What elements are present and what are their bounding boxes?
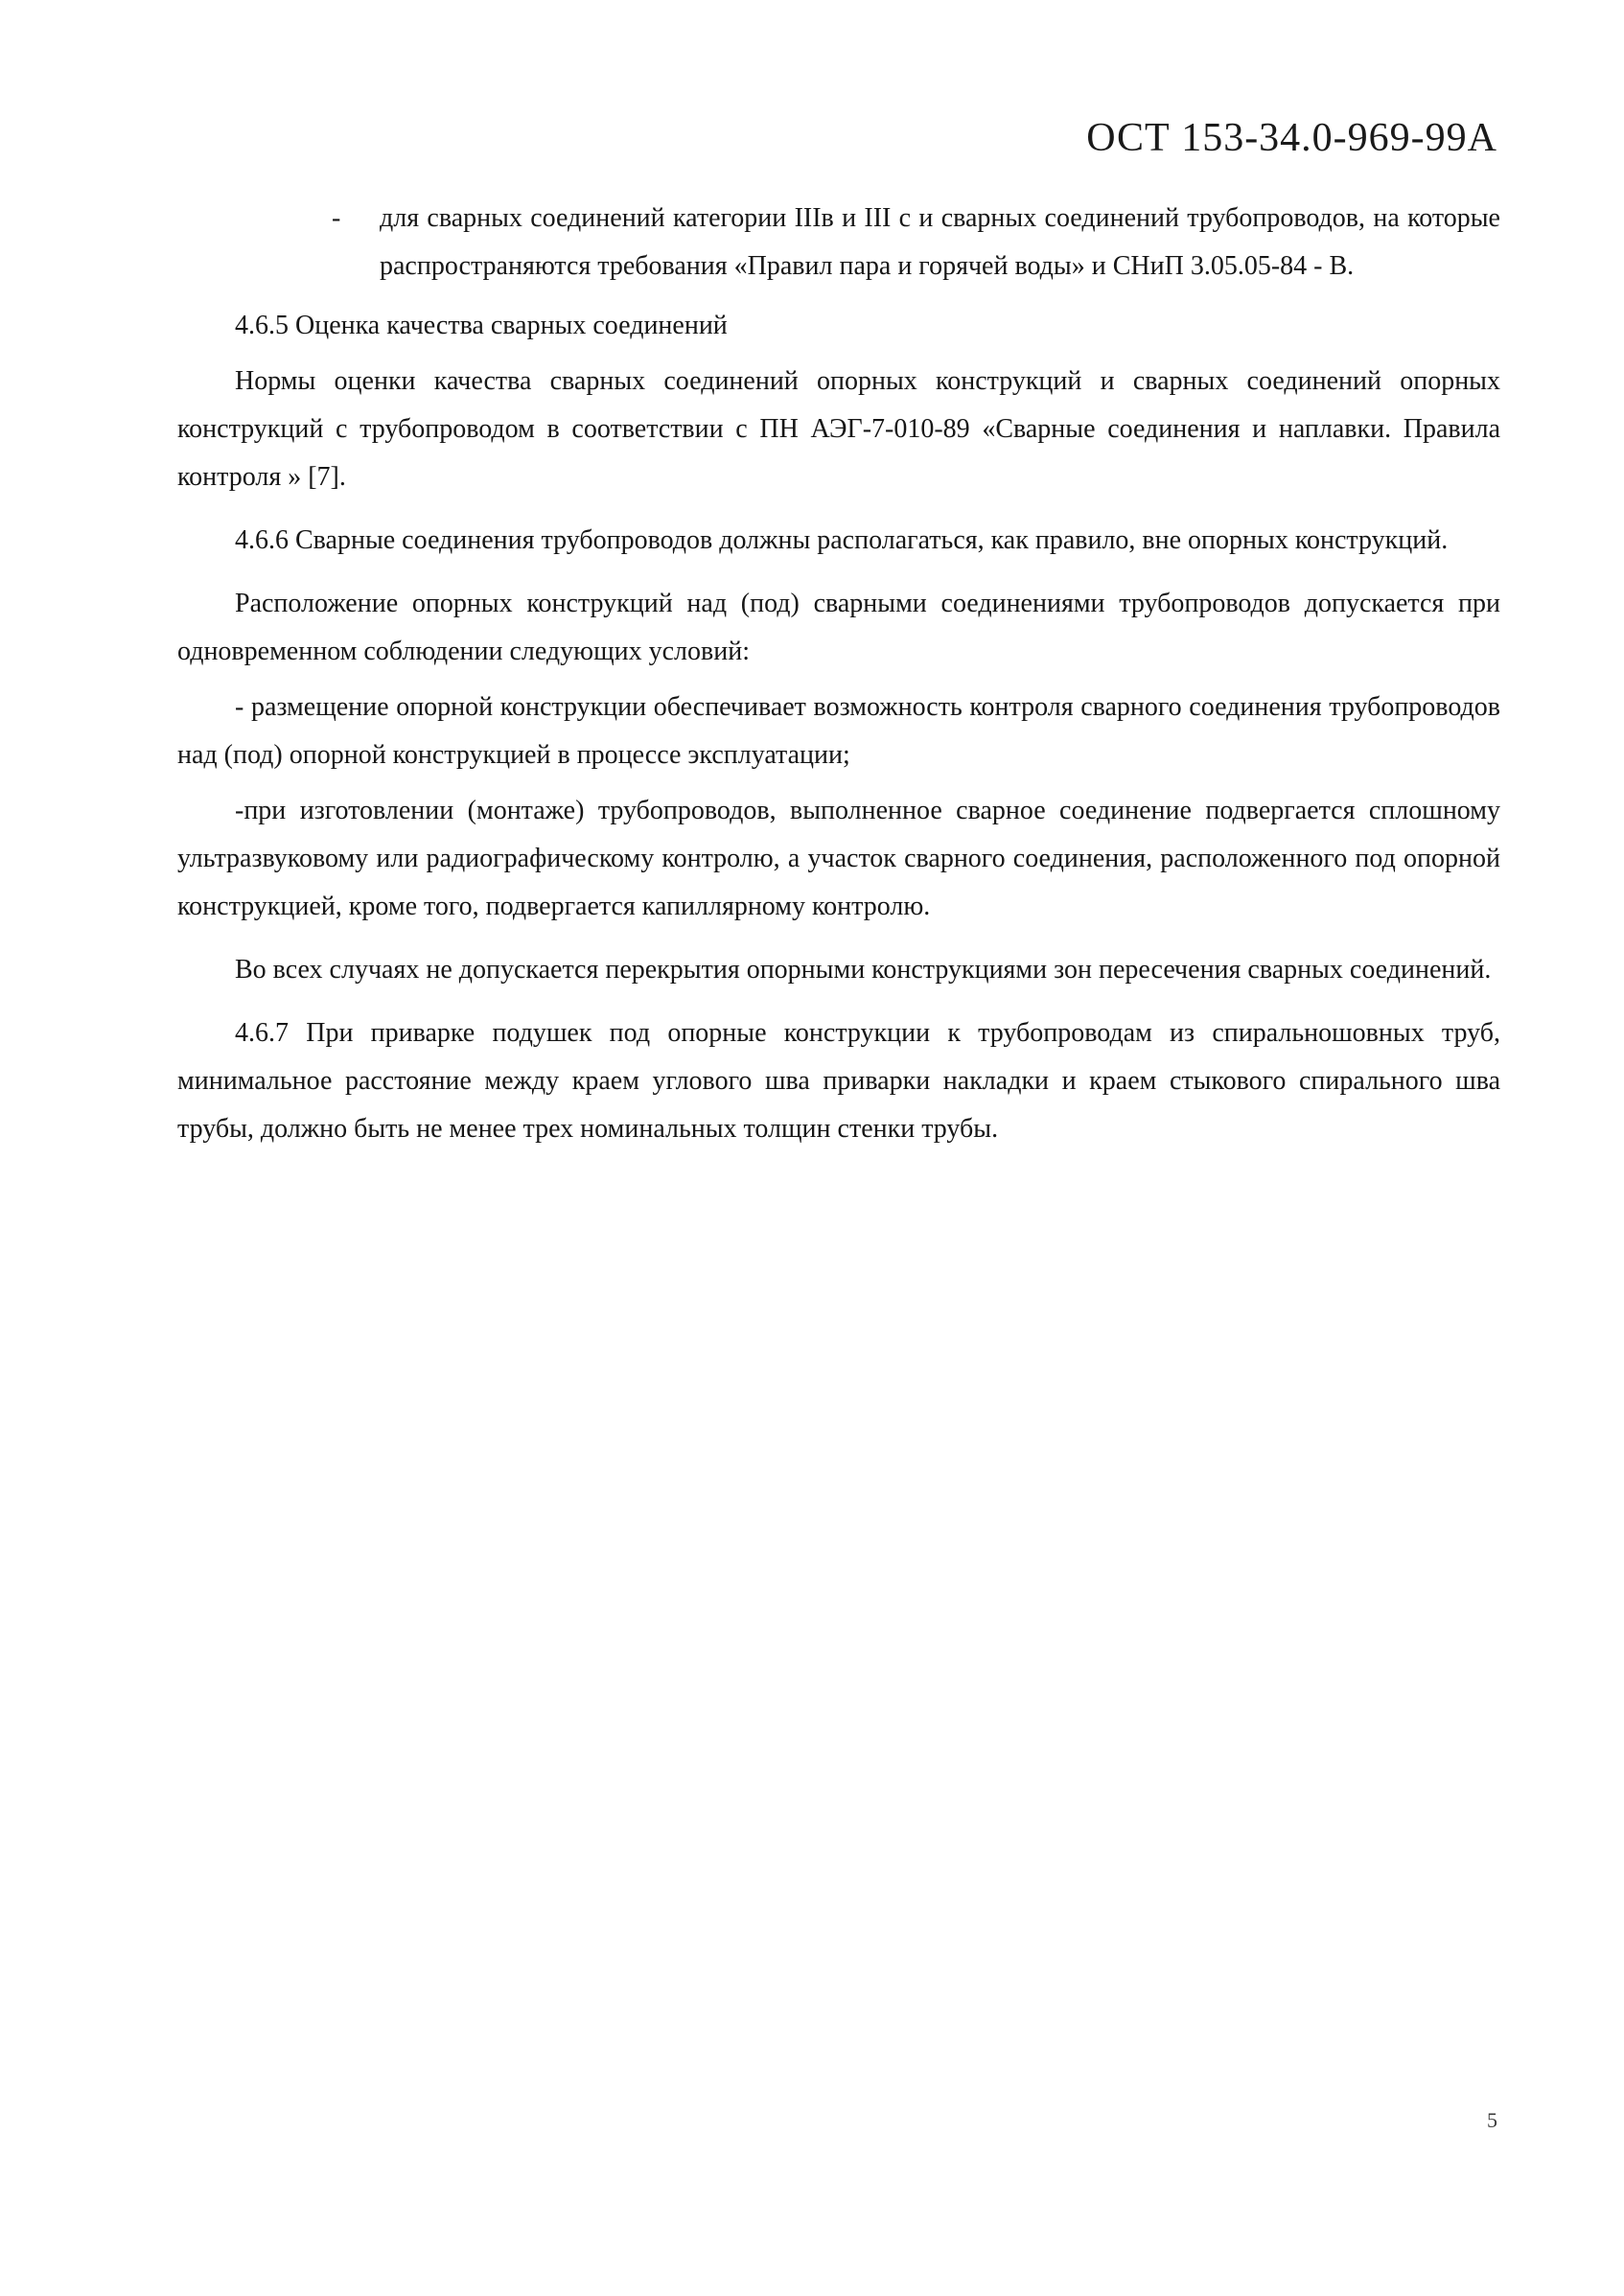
section-4-6-7-text: 4.6.7 При приварке подушек под опорные конструкции к трубопроводам из спиральношовных труб, минимальное расстояние между краем углового шва приварки накладки и краем стыкового спирального шва трубы, должно быть не менее трех номинальных толщин стенки трубы. [177, 1018, 1500, 1144]
page-number: 5 [1487, 2108, 1497, 2132]
section-4-6-6-text: 4.6.6 Сварные соединения трубопроводов должны располагаться, как правило, вне опорных конструкций. [235, 525, 1449, 555]
body-text [177, 195, 1500, 1153]
placement-intro: Расположение опорных конструкций над (под) сварными соединениями трубопроводов допускается при одновременном соблюдении следующих условий: [177, 589, 1500, 666]
section-4-6-5-text: Нормы оценки качества сварных соединений опорных конструкций и сварных соединений опорных конструкций с трубопроводом в соответствии с ПН АЭГ-7-010-89 «Сварные соединения и наплавки. Правила контроля » [7]. [177, 366, 1500, 492]
list-item-text: для сварных соединений категории IIIв и III с и сварных соединений трубопроводов, на которые распространяются требования «Правил пара и горячей воды» и СНиП 3.05.05-84 - В. [380, 203, 1500, 281]
all-cases-text: Во всех случаях не допускается перекрытия опорными конструкциями зон пересечения сварных соединений. [235, 955, 1492, 985]
condition-2: -при изготовлении (монтаже) трубопроводов, выполненное сварное соединение подвергается сплошному ультразвуковому или радиографическому контролю, а участок сварного соединения, расположенного под опорной конструкцией, кроме того, подвергается капиллярному контролю. [177, 796, 1500, 921]
section-4-6-5-title: 4.6.5 Оценка качества сварных соединений [235, 311, 728, 340]
list-dash: - [332, 203, 341, 233]
document-code: ОСТ 153-34.0-969-99А [1086, 116, 1497, 160]
condition-1: - размещение опорной конструкции обеспечивает возможность контроля сварного соединения трубопроводов над (под) опорной конструкцией в процессе эксплуатации; [177, 692, 1500, 770]
list-item-category-b [177, 195, 1500, 290]
